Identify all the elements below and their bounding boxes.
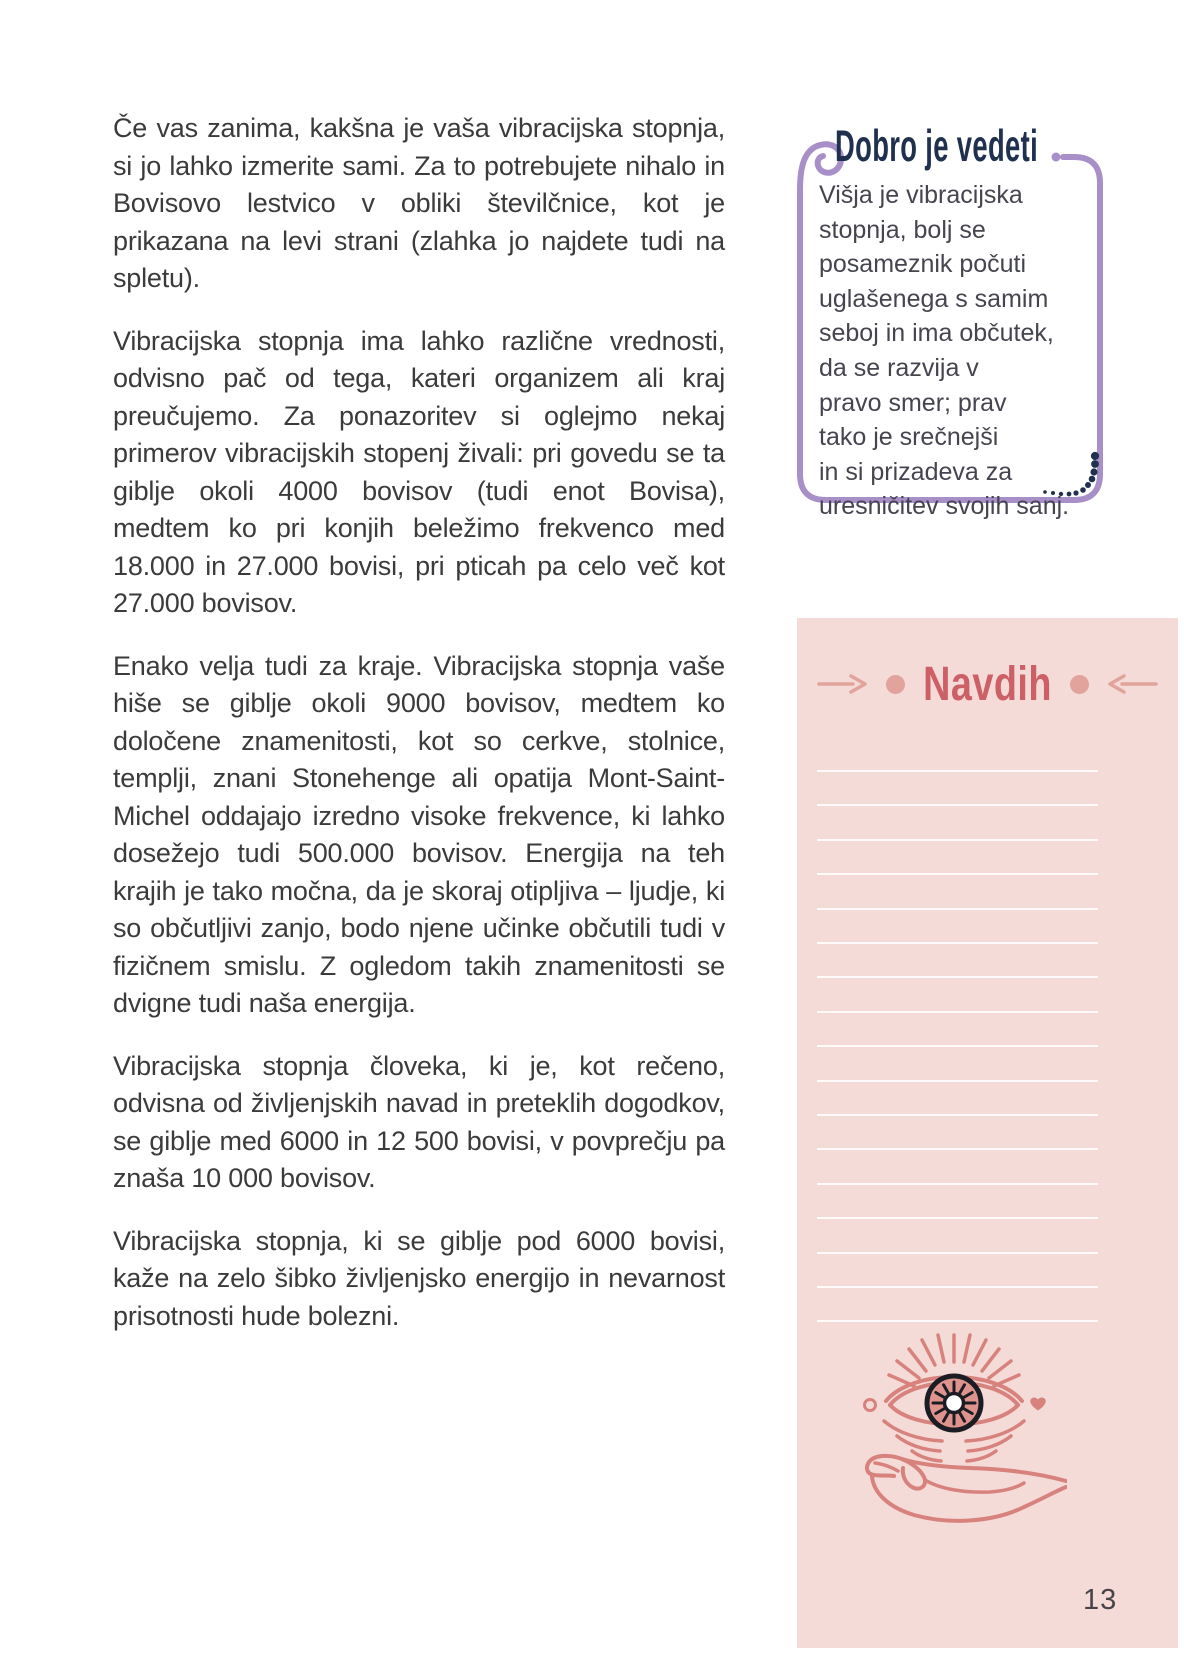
heart-dot-icon (1030, 1397, 1045, 1410)
page-number: 13 (1083, 1584, 1118, 1616)
ruled-line (817, 1011, 1098, 1013)
inspiration-title: Navdih (923, 656, 1052, 711)
inspiration-notes-panel (797, 618, 1178, 1648)
callout-line: uresničitev svojih sanj. (819, 492, 1070, 521)
ruled-line (817, 1183, 1098, 1185)
dot-icon (1070, 675, 1089, 694)
good-to-know-callout (795, 118, 1107, 521)
paragraph: Enako velja tudi za kraje. Vibracijska stopnja vaše hiše se giblje okoli 9000 bovisov, medtem ko določene znamenitosti, kot so cerkve, stolnice, templji, znani Stonehenge ali opatija Mont-Saint-Michel oddajajo izredno visoke frekvence, ki lahko dosežejo tudi 500.000 bovisov. Energija na teh krajih je tako močna, da je skoraj otipljiva – ljudje, ki so občutljivi zanjo, bodo njene učinke občutili tudi v fizičnem smislu. Z ogledom takih znamenitosti se dvigne tudi naša energija. (113, 650, 725, 1018)
callout-line: uglašenega s samim (819, 284, 1049, 313)
callout-line: in si prizadeva za (819, 457, 1013, 486)
ruled-line (817, 1286, 1098, 1288)
callout-title: Dobro je vedeti (835, 122, 1039, 172)
border-dot-end-icon (1052, 153, 1061, 162)
paragraph: Vibracijska stopnja, ki se giblje pod 6000 bovisi, kaže na zelo šibko življenjsko energijo in nevarnost prisotnosti hude bolezni. (113, 1225, 725, 1331)
ruled-line (817, 976, 1098, 978)
callout-text (819, 178, 1079, 524)
callout-line: tako je srečnejši (819, 423, 999, 452)
ruled-line (817, 804, 1098, 806)
ruled-line (817, 873, 1098, 875)
article-column (113, 110, 725, 1360)
ruled-line (817, 1045, 1098, 1047)
eye-over-hand-illustration (842, 1333, 1067, 1528)
ruled-line (817, 770, 1098, 772)
ruled-line (817, 1080, 1098, 1082)
ruled-line (817, 942, 1098, 944)
ruled-line (817, 1252, 1098, 1254)
iris-icon (927, 1376, 981, 1430)
dot-circle-icon (865, 1400, 876, 1411)
callout-line: Višja je vibracijska (819, 181, 1023, 209)
callout-line: posameznik počuti (819, 250, 1027, 279)
paragraph: Če vas zanima, kakšna je vaša vibracijska stopnja, si jo lahko izmerite sami. Za to potrebujete nihalo in Bovisovo lestvico v obliki številčnice, kot je prikazana na levi strani (zlahka jo najdete tudi na spletu). (113, 113, 725, 293)
ruled-line (817, 1148, 1098, 1150)
callout-line: seboj in ima občutek, (819, 319, 1054, 348)
ruled-line (817, 839, 1098, 841)
paragraph: Vibracijska stopnja ima lahko različne vrednosti, odvisno pač od tega, kateri organizem ali kraj preučujemo. Za ponazoritev si oglejmo nekaj primerov vibracijskih stopenj živali: pri govedu se ta giblje okoli 4000 bovisov (tudi enot Bovisa), medtem ko pri konjih beležimo frekvenco med 18.000 in 27.000 bovisi, pri pticah pa celo več kot 27.000 bovisov. (113, 325, 725, 618)
inspiration-header (797, 656, 1178, 711)
callout-line: stopnja, bolj se (819, 215, 986, 244)
callout-line: pravo smer; prav (819, 388, 1007, 417)
arrow-right-icon (817, 672, 875, 696)
dot-icon (886, 675, 905, 694)
ruled-line (817, 1320, 1098, 1322)
arrow-left-icon (1100, 672, 1158, 696)
ruled-line (817, 908, 1098, 910)
ruled-line (817, 1217, 1098, 1219)
callout-line: da se razvija v (819, 353, 979, 382)
paragraph: Vibracijska stopnja človeka, ki je, kot rečeno, odvisna od življenjskih navad in preteklih dogodkov, se giblje med 6000 in 12 500 bovisi, v povprečju pa znaša 10 000 bovisov. (113, 1050, 725, 1193)
ruled-line (817, 1114, 1098, 1116)
